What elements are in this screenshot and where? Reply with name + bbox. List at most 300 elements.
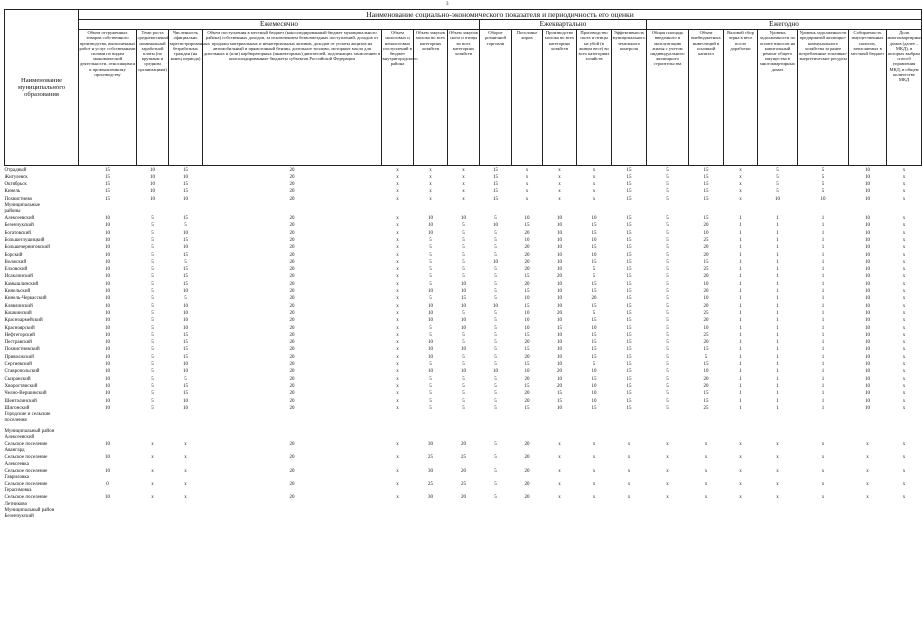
score-cell: 10 xyxy=(591,391,597,397)
table-row xyxy=(5,441,922,448)
score-cell: x xyxy=(902,174,906,180)
score-cell: 5 xyxy=(151,318,154,324)
score-cell: 5 xyxy=(494,274,497,280)
score-cell: x xyxy=(184,442,187,448)
score-cell: 1 xyxy=(821,237,825,243)
score-cell: 1 xyxy=(776,281,779,287)
score-cell: 20 xyxy=(289,340,295,346)
score-cell: 20 xyxy=(289,245,295,251)
score-cell: 15 xyxy=(524,405,530,411)
column-header-18: Собираемость имущественных налогов, зачисляемых в местный бюджет xyxy=(849,29,887,165)
score-cell: 5 xyxy=(151,223,154,229)
score-cell: 10 xyxy=(105,318,110,324)
score-cell: x xyxy=(558,174,561,180)
score-cell: x xyxy=(396,340,399,346)
score-cell: 15 xyxy=(591,259,597,265)
score-cell: 25 xyxy=(461,481,466,487)
score-cell: 5 xyxy=(151,310,154,316)
score-cell: 1 xyxy=(739,362,742,368)
score-cell: x xyxy=(821,442,825,448)
score-cell: 20 xyxy=(703,289,709,295)
score-cell: 5 xyxy=(429,259,432,265)
score-cell xyxy=(758,514,798,520)
municipality-name: Сельское поселение xyxy=(4,455,48,461)
score-cell: 1 xyxy=(776,391,779,397)
score-cell: 15 xyxy=(626,376,632,382)
score-cell: x xyxy=(739,167,742,173)
column-header-8: Оборот розничной торговли xyxy=(480,29,512,165)
score-cell: 5 xyxy=(429,296,432,302)
table-row xyxy=(5,383,922,390)
table-row xyxy=(5,317,922,324)
score-cell: 20 xyxy=(289,303,295,309)
score-cell: 10 xyxy=(591,325,597,331)
score-cell: 10 xyxy=(865,310,870,316)
score-cell: 10 xyxy=(105,245,110,251)
score-cell: 5 xyxy=(184,223,187,229)
municipality-name: Городские и сельские xyxy=(4,412,51,418)
score-cell: 15 xyxy=(626,230,632,236)
score-cell: 15 xyxy=(626,354,632,360)
score-cell: 15 xyxy=(183,252,188,258)
score-cell: 15 xyxy=(626,245,632,251)
score-cell: 10 xyxy=(183,289,188,295)
municipality-name: Борский xyxy=(4,252,23,258)
score-cell: 10 xyxy=(183,174,188,180)
municipality-name: Клявлинский xyxy=(4,303,33,309)
score-cell xyxy=(203,514,382,520)
score-cell: x xyxy=(666,481,669,487)
score-cell: x xyxy=(462,174,465,180)
score-cell: 15 xyxy=(493,174,498,180)
score-cell: 10 xyxy=(865,296,870,302)
score-cell: x xyxy=(396,281,399,287)
score-cell: 10 xyxy=(557,376,562,382)
score-cell: x xyxy=(396,325,399,331)
score-cell: 15 xyxy=(105,174,110,180)
score-cell: 10 xyxy=(183,310,188,316)
score-cell: x xyxy=(902,376,906,382)
score-cell: 10 xyxy=(557,223,562,229)
score-cell: 15 xyxy=(626,325,632,331)
score-cell: x xyxy=(902,216,906,222)
score-cell: 10 xyxy=(865,182,870,188)
score-cell: 5 xyxy=(666,398,669,404)
score-cell: 5 xyxy=(462,332,465,338)
score-cell: 10 xyxy=(105,362,110,368)
table-row xyxy=(5,494,922,501)
score-cell: 20 xyxy=(289,442,295,448)
score-cell: 10 xyxy=(105,303,110,309)
score-cell: x xyxy=(558,167,561,173)
score-cell: x xyxy=(396,230,399,236)
score-cell: 15 xyxy=(703,196,709,202)
score-cell: 15 xyxy=(183,267,188,273)
score-cell: x xyxy=(704,468,708,474)
score-cell: 15 xyxy=(183,391,188,397)
score-cell: 20 xyxy=(591,296,597,302)
municipality-name: Герасимовка xyxy=(4,488,32,494)
score-cell: 15 xyxy=(703,174,709,180)
score-cell: x xyxy=(902,196,906,202)
municipality-name: Сельское поселение xyxy=(4,442,48,448)
score-cell: 10 xyxy=(865,318,870,324)
score-cell: 25 xyxy=(428,455,433,461)
table-row xyxy=(5,273,922,280)
score-cell: 5 xyxy=(462,230,465,236)
municipality-name: Сергиевский xyxy=(4,362,32,368)
score-cell: 20 xyxy=(289,347,295,353)
score-cell: 20 xyxy=(703,223,709,229)
score-cell: 10 xyxy=(150,174,155,180)
municipality-name: Муниципальный район xyxy=(4,507,55,513)
score-cell: 20 xyxy=(524,230,530,236)
score-cell: 1 xyxy=(821,281,825,287)
score-cell xyxy=(137,514,169,520)
score-cell: 5 xyxy=(704,354,708,360)
score-cell: x xyxy=(866,468,869,474)
score-cell: 1 xyxy=(739,230,742,236)
score-cell: 15 xyxy=(626,267,632,273)
score-cell: 5 xyxy=(666,167,669,173)
score-cell: x xyxy=(776,442,779,448)
score-cell: 5 xyxy=(462,223,465,229)
score-cell: 10 xyxy=(865,362,870,368)
score-cell: x xyxy=(558,189,561,195)
score-cell: x xyxy=(627,481,631,487)
score-cell: x xyxy=(396,468,399,474)
score-cell: x xyxy=(396,481,399,487)
municipality-name: Сельское поселение xyxy=(4,495,48,501)
score-cell: 1 xyxy=(776,303,779,309)
score-cell: x xyxy=(627,455,631,461)
score-cell: 10 xyxy=(105,376,110,382)
score-cell: 1 xyxy=(821,362,825,368)
score-cell: 20 xyxy=(289,216,295,222)
score-cell: 10 xyxy=(557,405,562,411)
score-cell: 5 xyxy=(429,245,432,251)
indicator-table-wrapper xyxy=(4,9,922,520)
score-cell: 25 xyxy=(461,455,466,461)
municipality-name-header: Наименование муниципального образования xyxy=(5,10,79,166)
score-cell: 25 xyxy=(703,237,709,243)
score-cell: 15 xyxy=(626,237,632,243)
score-cell: 15 xyxy=(183,332,188,338)
score-cell: 1 xyxy=(776,362,779,368)
score-cell: 5 xyxy=(821,174,825,180)
score-cell: 10 xyxy=(428,354,433,360)
score-cell: 5 xyxy=(666,259,669,265)
municipality-name: Кинель-Черкасский xyxy=(4,296,47,302)
score-cell: 1 xyxy=(776,259,779,265)
score-cell: 10 xyxy=(105,216,110,222)
score-cell: 10 xyxy=(105,332,110,338)
score-cell: 20 xyxy=(289,325,295,331)
score-cell: x xyxy=(396,223,399,229)
score-cell: 15 xyxy=(626,405,632,411)
score-cell: 10 xyxy=(150,196,155,202)
score-cell: 15 xyxy=(105,182,110,188)
score-cell: 1 xyxy=(776,245,779,251)
table-row xyxy=(5,222,922,229)
score-cell: 5 xyxy=(592,267,596,273)
score-cell: 10 xyxy=(591,216,597,222)
score-cell: x xyxy=(558,468,561,474)
municipality-name: Отрадный xyxy=(4,167,27,173)
score-cell: 20 xyxy=(557,310,562,316)
score-cell: 15 xyxy=(626,398,632,404)
score-cell: 10 xyxy=(105,398,110,404)
score-cell: x xyxy=(396,189,399,195)
score-cell: 10 xyxy=(557,362,562,368)
score-cell: 10 xyxy=(703,281,709,287)
municipality-name: Кинель xyxy=(4,189,21,195)
score-cell: 5 xyxy=(151,354,154,360)
table-row xyxy=(5,361,922,368)
score-cell: 5 xyxy=(429,281,432,287)
score-cell: 10 xyxy=(591,383,597,389)
score-cell: 5 xyxy=(666,296,669,302)
score-cell: 10 xyxy=(703,296,709,302)
municipality-name: Красноармейский xyxy=(4,318,43,324)
score-cell: 15 xyxy=(493,182,498,188)
score-cell: 10 xyxy=(493,259,498,265)
score-cell: 5 xyxy=(494,267,497,273)
score-cell: 10 xyxy=(105,289,110,295)
score-cell: 1 xyxy=(821,354,825,360)
score-cell: x xyxy=(396,376,399,382)
score-cell: 10 xyxy=(105,325,110,331)
score-cell: 10 xyxy=(865,259,870,265)
score-cell: 1 xyxy=(739,391,742,397)
score-cell: 1 xyxy=(776,383,779,389)
score-cell: 10 xyxy=(428,223,433,229)
score-cell: x xyxy=(902,325,906,331)
table-row xyxy=(5,339,922,346)
score-cell: 20 xyxy=(524,259,530,265)
score-cell: 15 xyxy=(493,167,498,173)
score-cell: 5 xyxy=(666,182,669,188)
score-cell: x xyxy=(902,303,906,309)
score-cell: 10 xyxy=(150,189,155,195)
score-cell: 15 xyxy=(626,216,632,222)
score-cell: 15 xyxy=(591,318,597,324)
score-cell: 5 xyxy=(462,310,465,316)
score-cell: x xyxy=(666,468,669,474)
score-cell: x xyxy=(739,455,742,461)
score-cell: 1 xyxy=(776,354,779,360)
score-cell: 10 xyxy=(493,223,498,229)
municipality-name: Нефтегорский xyxy=(4,332,35,338)
score-cell: 5 xyxy=(494,237,497,243)
score-cell: x xyxy=(902,252,906,258)
score-cell: x xyxy=(902,245,906,251)
score-cell: 30 xyxy=(428,495,433,501)
score-cell: 5 xyxy=(151,281,154,287)
score-cell: x xyxy=(821,455,825,461)
score-cell: x xyxy=(902,481,906,487)
score-cell: 20 xyxy=(289,332,295,338)
score-cell: x xyxy=(627,442,631,448)
score-cell: 5 xyxy=(429,267,432,273)
score-cell: x xyxy=(739,196,742,202)
score-cell: x xyxy=(704,442,708,448)
score-cell: 1 xyxy=(739,223,742,229)
column-header-2: Темп роста среднемесячной номинальной заработной платы (по крупным и средним организациям) xyxy=(137,29,169,165)
score-cell: 15 xyxy=(703,259,709,265)
score-cell: x xyxy=(592,442,596,448)
table-row xyxy=(5,454,922,461)
score-cell xyxy=(512,514,543,520)
score-cell: 20 xyxy=(524,252,530,258)
score-cell: 10 xyxy=(865,369,870,375)
score-cell: 10 xyxy=(865,303,870,309)
score-cell: 5 xyxy=(494,405,497,411)
score-cell: 30 xyxy=(428,468,433,474)
score-cell: 5 xyxy=(494,318,497,324)
score-cell: 20 xyxy=(461,442,466,448)
score-cell: 10 xyxy=(865,274,870,280)
municipality-name: Сызранский xyxy=(4,376,31,382)
score-cell: 15 xyxy=(703,167,709,173)
score-cell: 5 xyxy=(462,245,465,251)
score-cell: 10 xyxy=(557,252,562,258)
municipality-name: Сельское поселение xyxy=(4,468,48,474)
score-cell xyxy=(724,514,758,520)
score-cell xyxy=(79,514,137,520)
table-row xyxy=(5,346,922,353)
table-row xyxy=(5,237,922,244)
score-cell: 5 xyxy=(151,340,154,346)
score-cell: x xyxy=(866,455,869,461)
score-cell: 5 xyxy=(462,354,465,360)
score-cell: 15 xyxy=(626,274,632,280)
score-cell: 5 xyxy=(494,340,497,346)
score-cell: 15 xyxy=(591,230,597,236)
score-cell: 15 xyxy=(626,369,632,375)
score-cell: 5 xyxy=(592,310,596,316)
score-cell xyxy=(414,514,448,520)
score-cell: 5 xyxy=(494,332,497,338)
score-cell: 10 xyxy=(105,237,110,243)
score-cell: 1 xyxy=(776,289,779,295)
score-cell: 5 xyxy=(494,455,497,461)
score-cell: 5 xyxy=(184,259,187,265)
score-cell: 5 xyxy=(429,391,432,397)
score-cell: 1 xyxy=(776,318,779,324)
column-header-17: Уровень задолженности предприятий жилищно-коммунального хозяйства за ранее потребленные топливно-энергетические ресурсы xyxy=(798,29,849,165)
score-cell: 1 xyxy=(739,347,742,353)
score-cell: 10 xyxy=(183,405,188,411)
score-cell: 1 xyxy=(776,376,779,382)
municipality-name: Октябрьск xyxy=(4,182,27,188)
score-cell: 10 xyxy=(428,347,433,353)
score-cell: 10 xyxy=(105,223,110,229)
score-cell: 10 xyxy=(105,468,110,474)
score-cell: 1 xyxy=(776,332,779,338)
score-cell: 1 xyxy=(739,296,742,302)
score-cell: x xyxy=(396,274,399,280)
score-cell: x xyxy=(666,442,669,448)
score-cell: 15 xyxy=(626,296,632,302)
score-cell: x xyxy=(821,481,825,487)
score-cell: 20 xyxy=(289,383,295,389)
score-cell: 10 xyxy=(865,230,870,236)
score-cell: x xyxy=(592,174,596,180)
score-cell: x xyxy=(396,398,399,404)
score-cell: 5 xyxy=(184,376,187,382)
score-cell: 5 xyxy=(462,362,465,368)
score-cell: x xyxy=(902,267,906,273)
score-cell: 1 xyxy=(821,347,825,353)
score-cell: 5 xyxy=(151,216,154,222)
score-cell: 20 xyxy=(524,442,530,448)
score-cell: 25 xyxy=(428,481,433,487)
score-cell: 20 xyxy=(289,398,295,404)
municipality-name: Большеглушицкий xyxy=(4,237,45,243)
score-cell: 10 xyxy=(461,369,466,375)
score-cell: x xyxy=(396,362,399,368)
score-cell: x xyxy=(558,455,561,461)
score-cell: x xyxy=(396,455,399,461)
score-cell: 20 xyxy=(289,281,295,287)
score-cell: 15 xyxy=(183,354,188,360)
municipality-name: Алексеевский xyxy=(4,216,35,222)
municipality-name: Алексеевка xyxy=(4,461,29,467)
score-cell: x xyxy=(151,481,154,487)
score-cell: 5 xyxy=(666,274,669,280)
score-cell: 20 xyxy=(703,340,709,346)
municipality-name: Большечерниговский xyxy=(4,245,50,251)
municipality-name: Пестравский xyxy=(4,340,32,346)
score-cell: x xyxy=(592,481,596,487)
score-cell: 10 xyxy=(865,196,870,202)
score-cell: 10 xyxy=(865,281,870,287)
score-cell: 10 xyxy=(461,347,466,353)
score-cell: 10 xyxy=(105,369,110,375)
score-cell: 1 xyxy=(739,267,742,273)
score-cell: 10 xyxy=(865,289,870,295)
municipality-name: поселения xyxy=(4,418,27,424)
score-cell: 10 xyxy=(557,267,562,273)
score-cell: 5 xyxy=(151,230,154,236)
score-cell: 10 xyxy=(703,325,709,331)
score-cell: 1 xyxy=(821,310,825,316)
score-cell: x xyxy=(902,230,906,236)
score-cell: 10 xyxy=(461,325,466,331)
score-cell: 20 xyxy=(289,223,295,229)
score-cell: x xyxy=(396,167,399,173)
score-cell: 15 xyxy=(105,189,110,195)
score-cell: 5 xyxy=(462,376,465,382)
score-cell: 20 xyxy=(289,391,295,397)
column-header-9: Поголовье коров xyxy=(512,29,543,165)
score-cell: 20 xyxy=(289,296,295,302)
score-cell: x xyxy=(525,189,529,195)
score-cell: x xyxy=(396,332,399,338)
score-cell: 10 xyxy=(150,182,155,188)
score-cell: 5 xyxy=(151,369,154,375)
column-header-12: Эффективность муниципального земельного контроля xyxy=(612,29,647,165)
score-cell: x xyxy=(525,167,529,173)
score-cell: 10 xyxy=(865,340,870,346)
score-cell: 10 xyxy=(105,347,110,353)
score-cell: x xyxy=(558,495,561,501)
score-cell: 5 xyxy=(666,216,669,222)
score-cell: 1 xyxy=(821,259,825,265)
score-cell: 20 xyxy=(289,182,295,188)
score-cell: 10 xyxy=(557,303,562,309)
